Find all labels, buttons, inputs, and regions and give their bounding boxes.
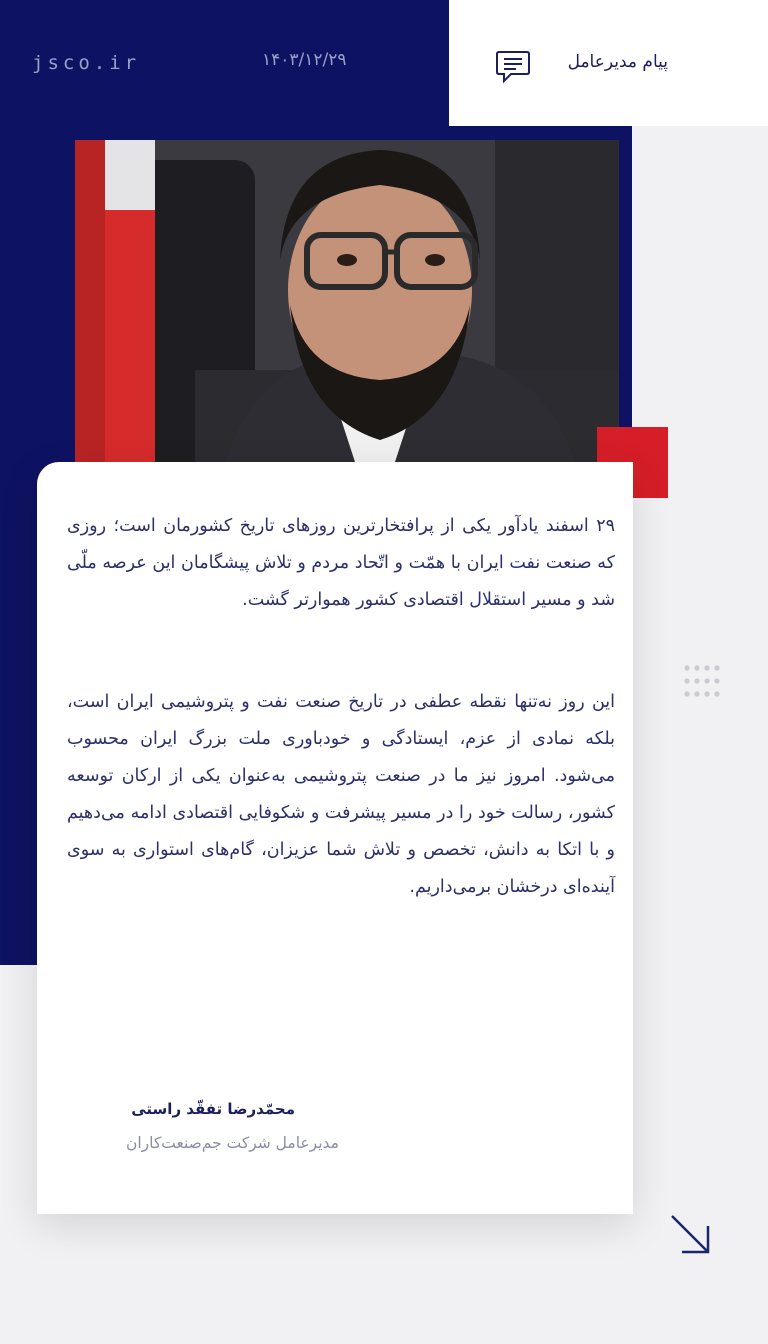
site-url[interactable]: jsco.ir xyxy=(32,52,141,74)
ceo-portrait xyxy=(75,140,619,462)
signature-role: مدیرعامل شرکت جم‌صنعت‌کاران xyxy=(125,1134,339,1152)
dot-grid-icon xyxy=(684,665,720,697)
arrow-down-right-icon[interactable] xyxy=(668,1212,712,1256)
signature-name: محمّدرضا تفقّد راستی xyxy=(131,1100,295,1118)
message-paragraph-2: این روز نه‌تنها نقطه عطفی در تاریخ صنعت نفت و پتروشیمی ایران است، بلکه نمادی از عزم، ایستادگی و خودباوری ملت بزرگ ایران محسوب می‌شود. امروز نیز ما در صنعت پتروشیمی به‌عنوان یکی از ارکان توسعه کشور، رسالت خود را در مسیر پیشرفت و شکوفایی اقتصادی ادامه می‌دهیم و با اتکا به دانش، تخصص و تلاش شما عزیزان، گام‌های استواری به سوی آینده‌ای درخشان برمی‌داریم. xyxy=(67,692,615,897)
message-paragraph-1: ۲۹ اسفند یادآور یکی از پرافتخارترین روزهای تاریخ کشورمان است؛ روزی که صنعت نفت ایران با همّت و اتّحاد مردم و تلاش پیشگامان این عرصه ملّی شد و مسیر استقلال اقتصادی کشور هموارتر گشت. xyxy=(67,516,615,610)
chat-bubble-icon xyxy=(495,48,531,86)
header-title: پیام مدیرعامل xyxy=(567,52,668,72)
message-card xyxy=(37,462,633,1214)
post-date: ۱۴۰۳/۱۲/۲۹ xyxy=(262,50,347,70)
